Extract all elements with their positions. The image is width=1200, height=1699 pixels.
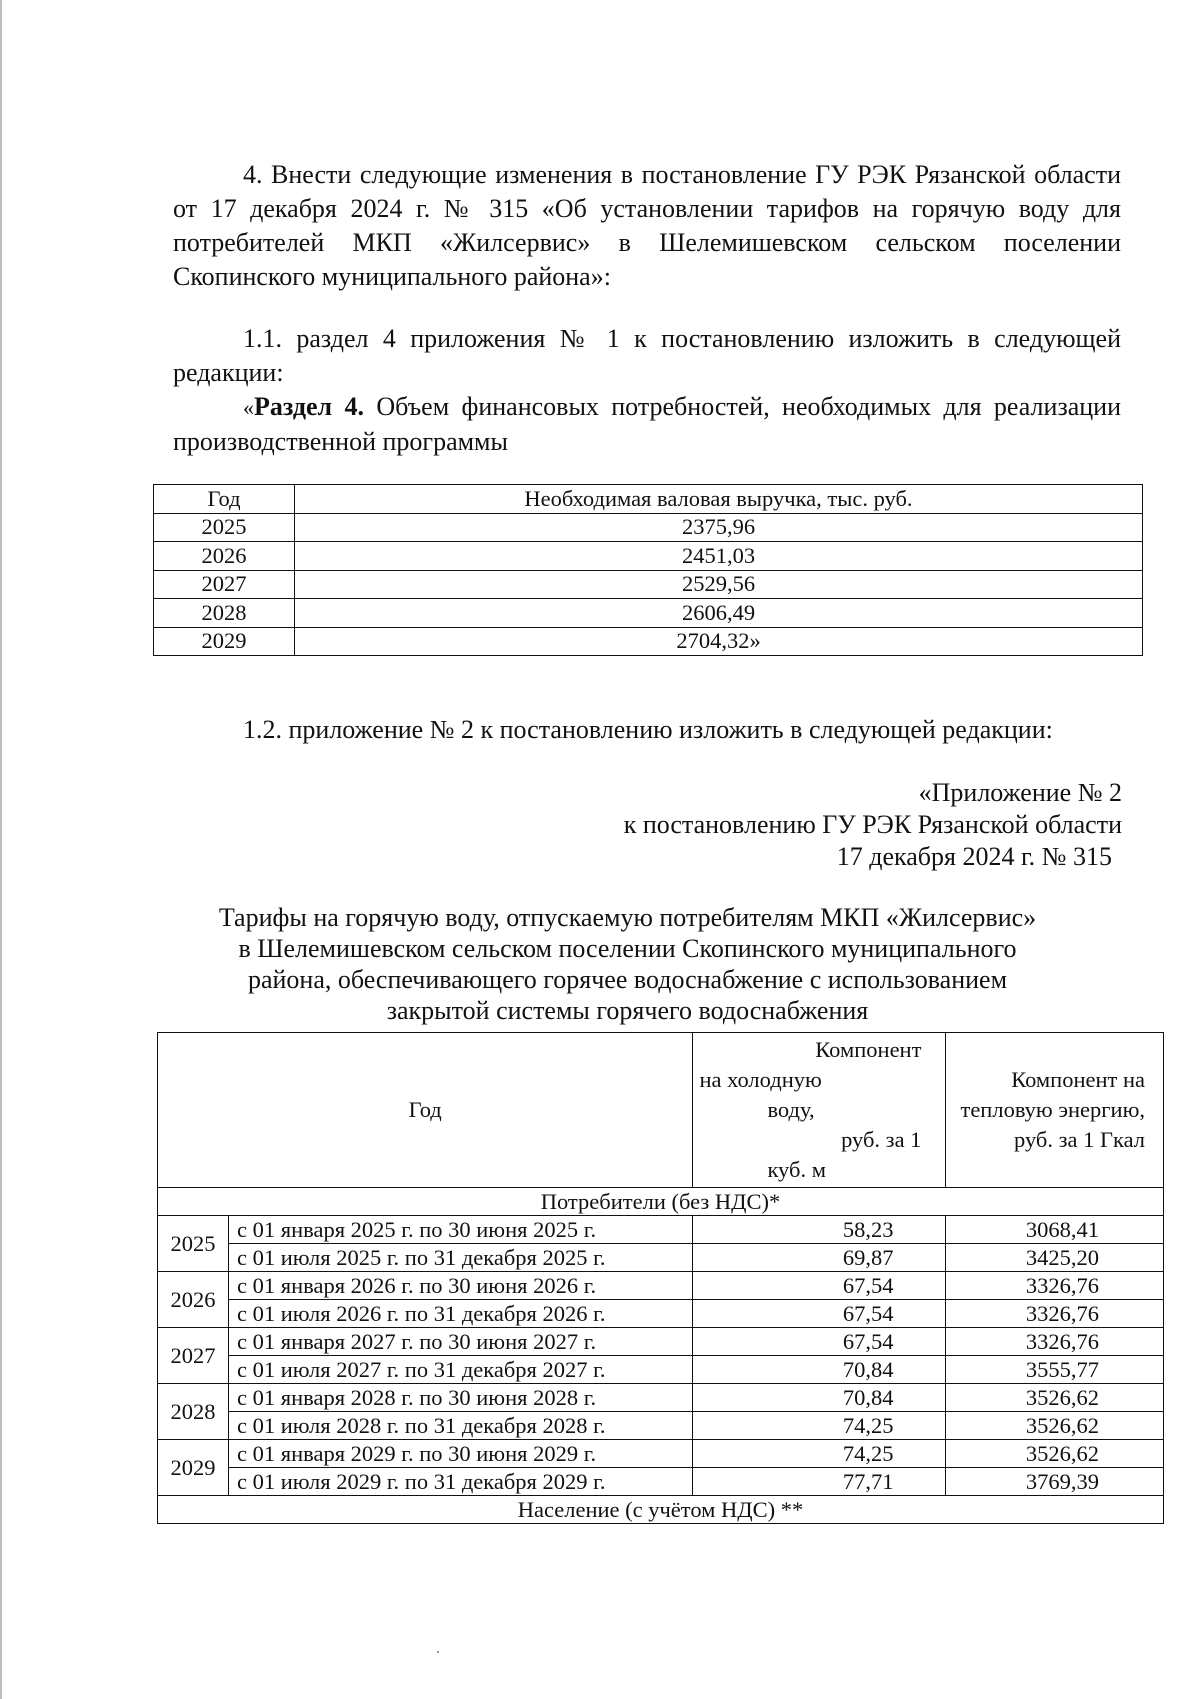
section-open-quote: «: [243, 395, 254, 420]
tariff-title-line-4: закрытой системы горячего водоснабжения: [386, 996, 869, 1025]
period-cell: с 01 июля 2025 г. по 31 декабря 2025 г.: [229, 1244, 693, 1272]
period-cell: с 01 июля 2027 г. по 31 декабря 2027 г.: [229, 1356, 693, 1384]
tariff-title-line-2: в Шелемишевском сельском поселении Скопинского муниципального: [238, 934, 1017, 963]
tariff-title: [160, 902, 1095, 1026]
tariff-header-row: [158, 1033, 1164, 1188]
revenue-cell: 2606,49: [295, 599, 1143, 628]
table-header-row: [154, 485, 1143, 514]
header-cold-line: воду,: [767, 1097, 815, 1122]
cold-water-cell: 67,54: [693, 1300, 946, 1328]
table-row: [158, 1272, 1164, 1300]
tariff-table: [157, 1032, 1164, 1524]
header-cold-line: куб. м: [767, 1157, 826, 1182]
year-cell: 2026: [158, 1272, 229, 1328]
header-cold-line: Компонент: [815, 1037, 922, 1062]
period-cell: с 01 июля 2028 г. по 31 декабря 2028 г.: [229, 1412, 693, 1440]
heat-energy-cell: 3769,39: [946, 1468, 1164, 1496]
scan-edge-line: [0, 0, 2, 1699]
year-cell: 2028: [154, 599, 295, 628]
cold-water-cell: 70,84: [693, 1384, 946, 1412]
section-population: Население (с учётом НДС) **: [158, 1496, 1164, 1524]
header-heat-line: Компонент на: [1011, 1067, 1145, 1092]
header-cold-line: руб. за 1: [841, 1127, 922, 1152]
period-cell: с 01 января 2028 г. по 30 июня 2028 г.: [229, 1384, 693, 1412]
cold-water-cell: 74,25: [693, 1412, 946, 1440]
period-cell: с 01 января 2027 г. по 30 июня 2027 г.: [229, 1328, 693, 1356]
heat-energy-cell: 3526,62: [946, 1412, 1164, 1440]
revenue-cell: 2529,56: [295, 570, 1143, 599]
header-revenue: Необходимая валовая выручка, тыс. руб.: [295, 485, 1143, 514]
cold-water-cell: 70,84: [693, 1356, 946, 1384]
year-cell: 2025: [158, 1216, 229, 1272]
table-row: [158, 1244, 1164, 1272]
revenue-table: [153, 484, 1143, 656]
paragraph-item-1-2: 1.2. приложение № 2 к постановлению изложить в следующей редакции:: [243, 715, 1053, 744]
paragraph-item-4: 4. Внести следующие изменения в постановление ГУ РЭК Рязанской области от 17 декабря 2024 г. № 315 «Об установлении тарифов на горячую воду для потребителей МКП «Жилсервис» в Шелемишевском сельском поселении Скопинского муниципального района»:: [173, 160, 1121, 291]
year-cell: 2028: [158, 1384, 229, 1440]
year-cell: 2027: [158, 1328, 229, 1384]
table-row: [154, 513, 1143, 542]
year-cell: 2027: [154, 570, 295, 599]
section-4-title: Объем финансовых потребностей, необходимых для реализации производственной программы: [173, 392, 1121, 456]
header-heat-line: руб. за 1 Гкал: [1014, 1127, 1145, 1152]
cold-water-cell: 69,87: [693, 1244, 946, 1272]
cold-water-cell: 67,54: [693, 1272, 946, 1300]
appendix-line-3: 17 декабря 2024 г. № 315: [836, 842, 1112, 871]
heat-energy-cell: 3326,76: [946, 1328, 1164, 1356]
cold-water-cell: 67,54: [693, 1328, 946, 1356]
year-cell: 2026: [154, 542, 295, 571]
period-cell: с 01 января 2029 г. по 30 июня 2029 г.: [229, 1440, 693, 1468]
heat-energy-cell: 3526,62: [946, 1384, 1164, 1412]
table-row: [158, 1216, 1164, 1244]
paragraph-item-1-1: 1.1. раздел 4 приложения № 1 к постановлению изложить в следующей редакции:: [173, 324, 1121, 387]
header-heat-energy: [946, 1033, 1164, 1188]
revenue-cell: 2451,03: [295, 542, 1143, 571]
table-row: [158, 1384, 1164, 1412]
heat-energy-cell: 3555,77: [946, 1356, 1164, 1384]
section-4-label: Раздел 4.: [254, 392, 364, 421]
section-consumers: Потребители (без НДС)*: [158, 1188, 1164, 1216]
section-row: [158, 1496, 1164, 1524]
header-year: Год: [154, 485, 295, 514]
table-row: [158, 1328, 1164, 1356]
heat-energy-cell: 3326,76: [946, 1300, 1164, 1328]
header-heat-line: тепловую энергию,: [960, 1097, 1145, 1122]
period-cell: с 01 июля 2026 г. по 31 декабря 2026 г.: [229, 1300, 693, 1328]
scan-speck: [437, 1651, 439, 1653]
appendix-reference: [624, 777, 1122, 873]
cold-water-cell: 74,25: [693, 1440, 946, 1468]
table-row: [158, 1412, 1164, 1440]
period-cell: с 01 июля 2029 г. по 31 декабря 2029 г.: [229, 1468, 693, 1496]
year-cell: 2029: [154, 627, 295, 656]
header-year: Год: [158, 1033, 693, 1188]
tariff-title-line-3: района, обеспечивающего горячее водоснабжение с использованием: [247, 965, 1008, 994]
table-row: [158, 1468, 1164, 1496]
tariff-title-line-1: Тарифы на горячую воду, отпускаемую потребителям МКП «Жилсервис»: [218, 903, 1037, 932]
table-row: [158, 1300, 1164, 1328]
heat-energy-cell: 3068,41: [946, 1216, 1164, 1244]
header-cold-water: [693, 1033, 946, 1188]
heat-energy-cell: 3425,20: [946, 1244, 1164, 1272]
table-row: [154, 542, 1143, 571]
table-row: [154, 627, 1143, 656]
section-4-heading: [173, 390, 1121, 459]
year-cell: 2025: [154, 513, 295, 542]
header-cold-line: на холодную: [699, 1067, 822, 1092]
appendix-line-1: «Приложение № 2: [918, 778, 1122, 807]
appendix-line-2: к постановлению ГУ РЭК Рязанской области: [623, 810, 1122, 839]
heat-energy-cell: 3526,62: [946, 1440, 1164, 1468]
heat-energy-cell: 3326,76: [946, 1272, 1164, 1300]
year-cell: 2029: [158, 1440, 229, 1496]
table-row: [154, 599, 1143, 628]
section-row: [158, 1188, 1164, 1216]
table-row: [158, 1356, 1164, 1384]
period-cell: с 01 января 2026 г. по 30 июня 2026 г.: [229, 1272, 693, 1300]
period-cell: с 01 января 2025 г. по 30 июня 2025 г.: [229, 1216, 693, 1244]
table-row: [158, 1440, 1164, 1468]
cold-water-cell: 58,23: [693, 1216, 946, 1244]
table-row: [154, 570, 1143, 599]
cold-water-cell: 77,71: [693, 1468, 946, 1496]
revenue-cell: 2375,96: [295, 513, 1143, 542]
revenue-cell: 2704,32»: [295, 627, 1143, 656]
